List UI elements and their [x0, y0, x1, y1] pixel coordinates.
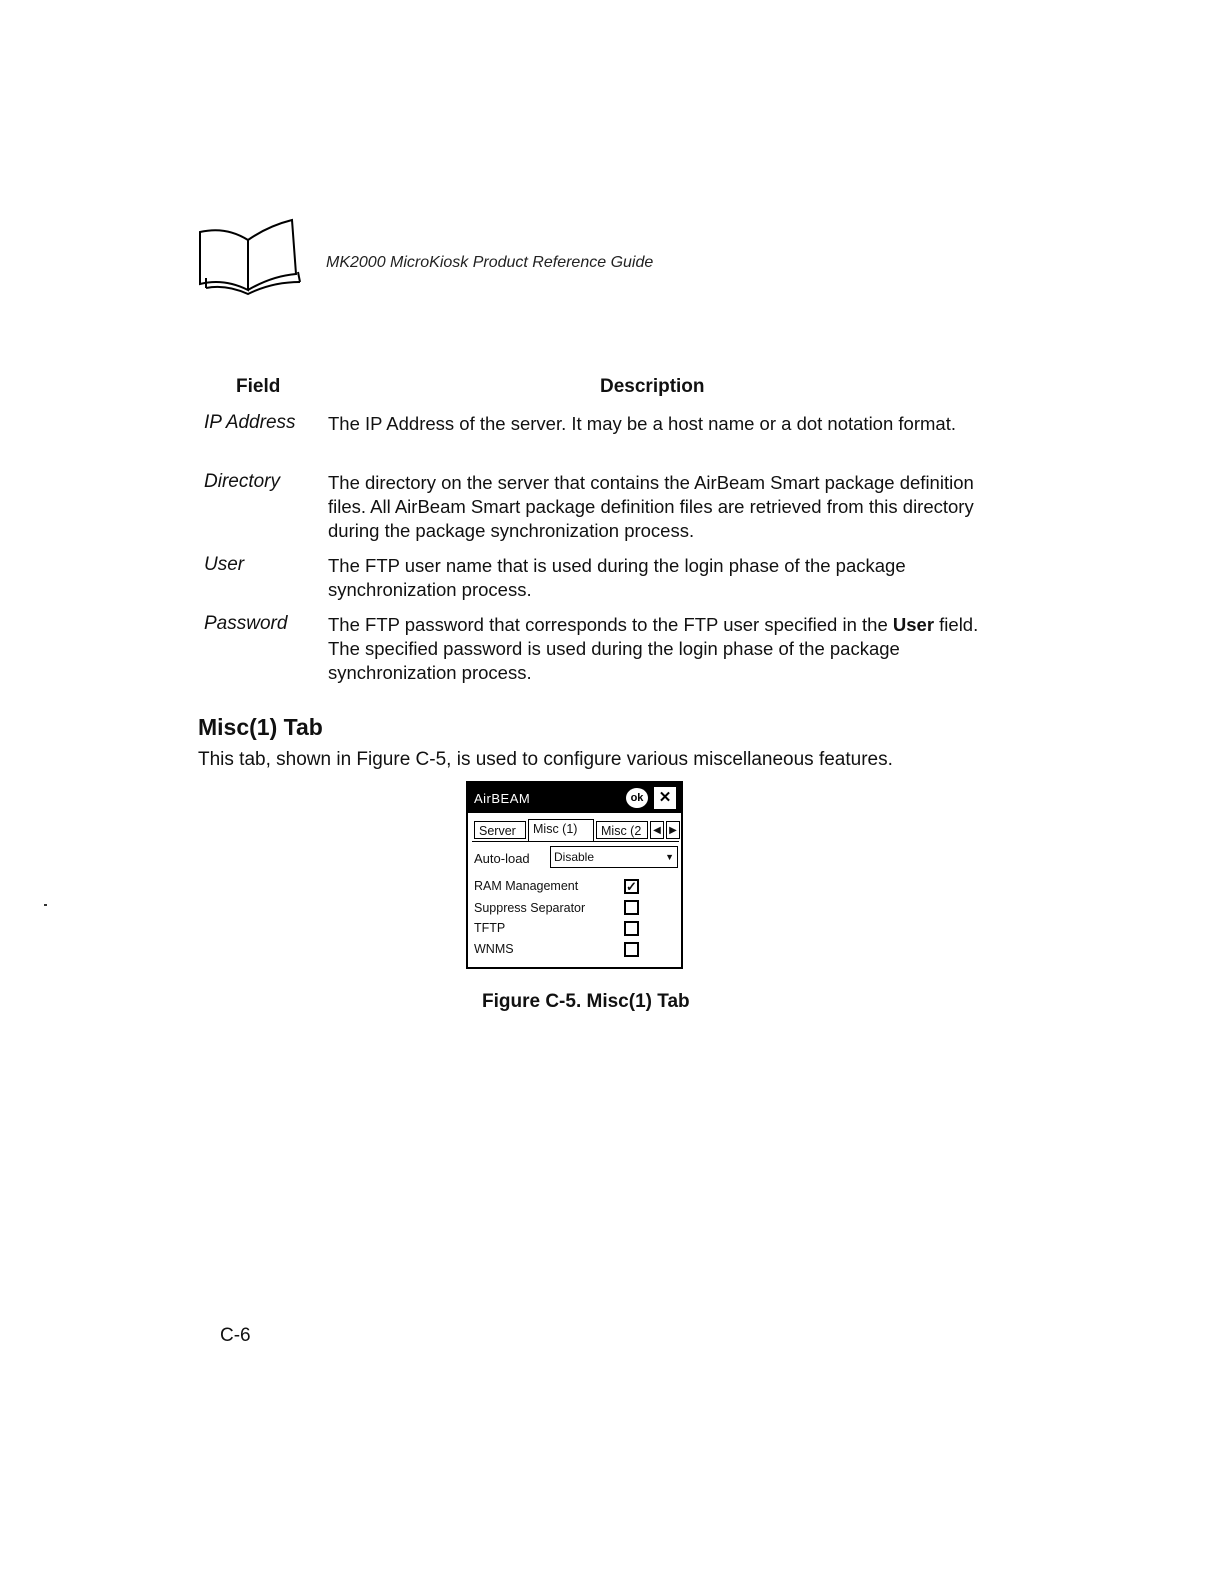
tab-misc1[interactable]: Misc (1) — [528, 819, 594, 841]
tftp-checkbox[interactable] — [624, 921, 639, 936]
tab-server[interactable]: Server — [474, 821, 526, 839]
field-description: The IP Address of the server. It may be a host name or a dot notation format. — [328, 413, 956, 434]
field-name: Directory — [204, 471, 281, 492]
autoload-label: Auto-load — [474, 851, 530, 866]
field-name: Password — [204, 613, 288, 634]
airbeam-window — [466, 781, 683, 969]
running-head: MK2000 MicroKiosk Product Reference Guide — [326, 254, 654, 271]
window-titlebar — [468, 783, 681, 813]
ok-button[interactable]: ok — [626, 788, 648, 808]
book-icon — [196, 218, 302, 300]
field-name: IP Address — [204, 412, 296, 433]
description-bold: User — [892, 614, 935, 635]
page-number: C-6 — [220, 1325, 251, 1346]
wnms-checkbox[interactable] — [624, 942, 639, 957]
autoload-value: Disable — [554, 850, 595, 864]
chevron-down-icon: ▼ — [665, 852, 674, 862]
tab-misc2[interactable]: Misc (2 — [596, 821, 648, 839]
option-label: RAM Management — [474, 879, 579, 893]
field-description — [328, 613, 988, 685]
option-label: TFTP — [474, 921, 506, 935]
tab-bar — [472, 819, 682, 841]
autoload-select[interactable] — [550, 846, 678, 868]
figure-caption: Figure C-5. Misc(1) Tab — [482, 991, 690, 1012]
field-description: The FTP user name that is used during the login phase of the package synchronization process. — [328, 555, 906, 600]
section-title: Misc(1) Tab — [198, 714, 323, 740]
suppress-separator-checkbox[interactable] — [624, 900, 639, 915]
description-text: The FTP password that corresponds to the FTP user specified in the — [328, 614, 893, 635]
tab-scroll-left-icon[interactable]: ◀ — [650, 821, 664, 839]
table-header-description: Description — [600, 376, 705, 397]
stray-mark — [44, 904, 47, 906]
window-title: AirBEAM — [474, 791, 531, 806]
section-intro: This tab, shown in Figure C-5, is used to configure various miscellaneous features. — [198, 749, 893, 770]
option-label: Suppress Separator — [474, 901, 586, 915]
field-description: The directory on the server that contains the AirBeam Smart package definition files. All AirBeam Smart package definition files are retrieved from this directory during the package synchronization process. — [328, 472, 974, 541]
tab-scroll-right-icon[interactable]: ▶ — [666, 821, 680, 839]
description-text: field. The specified password is used during the login phase of the package synchronization process. — [328, 614, 979, 683]
option-label: WNMS — [474, 942, 514, 956]
tab-divider — [472, 841, 679, 842]
close-button[interactable]: ✕ — [654, 787, 676, 809]
field-name: User — [204, 554, 245, 575]
table-header-field: Field — [236, 376, 281, 397]
ram-management-checkbox[interactable]: ✓ — [624, 879, 639, 894]
